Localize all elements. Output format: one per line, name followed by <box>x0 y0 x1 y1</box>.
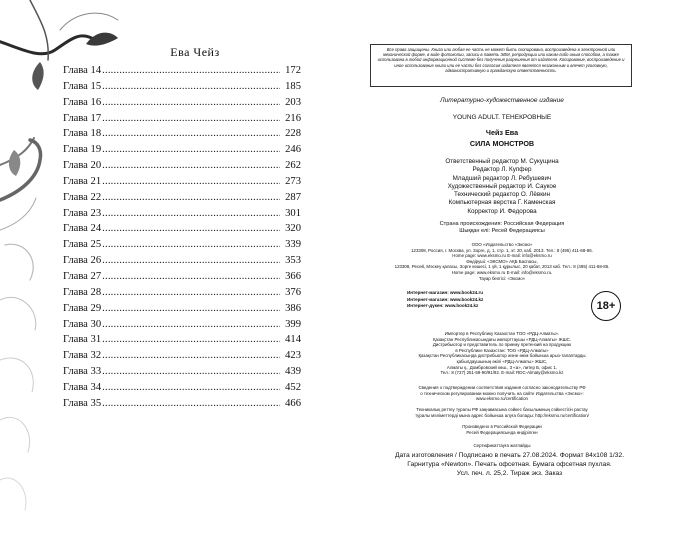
online-shops <box>407 290 587 310</box>
text-line: Импортер в Республику Казахстан ТОО «РДЦ-Алматы». <box>444 331 560 336</box>
technical-regulation-info <box>367 407 637 418</box>
toc-dot-leader <box>102 97 280 108</box>
toc-chapter-label: Глава 29 <box>63 302 102 314</box>
toc-entry <box>63 223 301 239</box>
toc-dot-leader <box>102 208 280 219</box>
text-line: Техникалық реттеу туралы РФ заңнамасына сәйкес басылымның сәйкестігін растау <box>416 407 588 412</box>
toc-page-number: 203 <box>285 96 301 108</box>
toc-page-number: 452 <box>285 381 301 393</box>
toc-entry <box>63 113 301 129</box>
toc-chapter-label: Глава 27 <box>63 270 102 282</box>
toc-dot-leader <box>102 176 280 187</box>
table-of-contents <box>63 65 301 414</box>
toc-dot-leader <box>102 160 280 171</box>
toc-chapter-label: Глава 15 <box>63 80 102 92</box>
text-line: Ресей Федерациясында өндірілген <box>466 429 538 435</box>
toc-dot-leader <box>102 271 280 282</box>
toc-dot-leader <box>102 192 280 203</box>
toc-dot-leader <box>102 382 280 393</box>
copyright-notice: Все права защищены. Книга или любая ее часть не может быть скопирована, воспроизведена в электронной или механической форме, в виде фотокопии, записи в память ЭВМ, репродукции или каким-либо иным способом, а также использована в любой информационной системе без получения разрешения от издателя. Копирование, воспроизведение и иное использование книги или ее части без согласия издателя является незаконным и влечет уголовную, административную и гражданскую ответственность. <box>370 44 632 87</box>
toc-chapter-label: Глава 18 <box>63 128 102 140</box>
toc-chapter-label: Глава 35 <box>63 397 102 409</box>
toc-chapter-label: Глава 22 <box>63 191 102 203</box>
toc-page-number: 216 <box>285 112 301 124</box>
toc-page-number: 353 <box>285 255 301 267</box>
importer-info <box>367 331 637 376</box>
toc-page-number: 287 <box>285 191 301 203</box>
toc-chapter-label: Глава 25 <box>63 239 102 251</box>
text-line: Редактор Л. Купфер <box>472 166 532 174</box>
toc-entry <box>63 208 301 224</box>
toc-dot-leader <box>102 113 280 124</box>
text-line: Тел.: 8 (727) 251-59-90/91/92. E-mail: RDC-Almaty@eksmo.kz <box>440 370 564 376</box>
toc-dot-leader <box>102 366 280 377</box>
text-line: 123308, Россия, г. Москва, ул. Зорге, д. 1, стр. 1, эт. 20, каб. 2013. Тел.: 8 (495) 411-68-86. <box>411 247 593 253</box>
toc-chapter-label: Глава 28 <box>63 286 102 298</box>
toc-dot-leader <box>102 398 280 409</box>
toc-dot-leader <box>102 81 280 92</box>
toc-entry <box>63 271 301 287</box>
text-line: Произведено в Российской Федерации <box>462 424 542 429</box>
country-of-origin <box>367 221 637 235</box>
toc-dot-leader <box>102 223 280 234</box>
edition-type: Литературно-художественное издание <box>440 97 564 104</box>
toc-chapter-label: Глава 23 <box>63 207 102 219</box>
text-line: www.eksmo.ru/certification <box>476 396 528 402</box>
toc-chapter-label: Глава 30 <box>63 318 102 330</box>
toc-dot-leader <box>102 255 280 266</box>
text-line: Корректор И. Федорова <box>467 207 537 215</box>
toc-chapter-label: Глава 33 <box>63 366 102 378</box>
made-in-info <box>367 424 637 435</box>
toc-entry <box>63 350 301 366</box>
toc-page-number: 414 <box>285 334 301 346</box>
toc-entry <box>63 319 301 335</box>
toc-chapter-label: Глава 34 <box>63 381 102 393</box>
toc-page-number: 423 <box>285 350 301 362</box>
text-line: Тауар белгісі: «Эксмо» <box>478 275 526 281</box>
text-line: Қазақстан Республикасында дистрибьютор және өнім бойынша арыз-талаптарды <box>418 353 586 359</box>
text-line: Дата изготовления / Подписано в печать 27.08.2024. Формат 84х108 1/32. <box>394 452 625 459</box>
text-line: Компьютерная верстка Г. Каменская <box>448 199 556 207</box>
toc-page-number: 386 <box>285 302 301 314</box>
toc-chapter-label: Глава 32 <box>63 350 102 362</box>
toc-page-number: 273 <box>285 175 301 187</box>
toc-dot-leader <box>102 334 280 345</box>
text-line: в Республике Казахстан: ТОО «РДЦ-Алматы» <box>455 347 549 353</box>
toc-dot-leader <box>102 65 280 76</box>
toc-page-number: 376 <box>285 286 301 298</box>
text-line: Страна происхождения: Российская Федерация <box>439 221 565 227</box>
toc-entry <box>63 176 301 192</box>
text-line: Шыққан елі: Ресей Федерациясы <box>459 228 545 234</box>
text-line: Home page: www.eksmo.ru E-mail: info@eksmo.ru. <box>451 269 553 275</box>
text-line: Өндіруші: «ЭКСМО» АҚБ Баспасы, <box>466 258 538 264</box>
text-line: ООО «Издательство «Эксмо» <box>471 242 533 247</box>
toc-chapter-label: Глава 21 <box>63 175 102 187</box>
toc-chapter-label: Глава 14 <box>63 65 102 76</box>
toc-dot-leader <box>102 144 280 155</box>
text-line: 123308, Ресей, Мәскеу қаласы, Зорге көшесі, 1 үй, 1 құрылыс, 20 қабат, 2013 каб. Тел.: 8 (495) 411-68-86. <box>394 264 610 270</box>
toc-dot-leader <box>102 350 280 361</box>
toc-entry <box>63 255 301 271</box>
toc-page-number: 320 <box>285 223 301 235</box>
toc-dot-leader <box>102 319 280 330</box>
toc-chapter-label: Глава 16 <box>63 96 102 108</box>
book-title: СИЛА МОНСТРОВ <box>469 139 535 148</box>
toc-entry <box>63 144 301 160</box>
toc-page-number: 228 <box>285 128 301 140</box>
toc-entry <box>63 366 301 382</box>
toc-entry <box>63 287 301 303</box>
toc-page-number: 185 <box>285 80 301 92</box>
toc-entry <box>63 97 301 113</box>
right-page <box>337 0 674 544</box>
text-line: Интернет-дүкен: www.book24.kz <box>407 303 479 308</box>
toc-page-number: 439 <box>285 366 301 378</box>
toc-chapter-label: Глава 17 <box>63 112 102 124</box>
toc-dot-leader <box>102 303 280 314</box>
text-line: Ответственный редактор М. Сукущина <box>445 158 559 165</box>
text-line: Интернет-магазин: www.book24.kz <box>407 296 484 302</box>
toc-page-number: 262 <box>285 160 301 172</box>
text-line: Сведения о подтверждении соответствия издания согласно законодательству РФ <box>418 385 586 390</box>
toc-page-number: 466 <box>285 397 301 409</box>
toc-entry <box>63 160 301 176</box>
toc-dot-leader <box>102 287 280 298</box>
text-line: Home page: www.eksmo.ru E-mail: info@eksmo.ru <box>452 253 552 259</box>
toc-entry <box>63 65 301 81</box>
text-line: қабылдаушының өкілі «РДЦ-Алматы» ЖШС, <box>456 358 548 364</box>
toc-chapter-label: Глава 31 <box>63 334 102 346</box>
editorial-credits <box>367 158 637 216</box>
text-line: Гарнитура «Newton». Печать офсетная. Бумага офсетная пухлая. <box>407 460 612 468</box>
toc-chapter-label: Глава 19 <box>63 144 102 156</box>
toc-chapter-label: Глава 26 <box>63 255 102 267</box>
toc-entry <box>63 334 301 350</box>
text-line: Қазақстан Республикасындағы импорттаушы «РДЦ-Алматы» ЖШС. <box>432 336 572 342</box>
text-line: туралы мәліметтерді мына адрес бойынша алуға болады: http://eksmo.ru/certification/ <box>415 412 589 418</box>
toc-dot-leader <box>102 239 280 250</box>
text-line: Художественный редактор И. Саукое <box>447 182 557 190</box>
series-name: YOUNG ADULT. ТЕНЕКРОВНЫЕ <box>452 114 552 121</box>
toc-entry <box>63 128 301 144</box>
text-line: Интернет-магазин: www.book24.ru <box>407 290 484 295</box>
toc-chapter-label: Глава 20 <box>63 160 102 172</box>
toc-entry <box>63 303 301 319</box>
toc-entry <box>63 192 301 208</box>
toc-chapter-label: Глава 24 <box>63 223 102 235</box>
text-line: Алматы қ., Домбровский көш., 3 «а», литер Б, офис 1. <box>446 364 558 370</box>
toc-page-number: 246 <box>285 144 301 156</box>
imprint-author: Чейз Ева <box>485 128 519 137</box>
text-line: Младший редактор Л. Ребушевич <box>452 174 552 182</box>
book-author: Ева Чейз <box>170 45 220 59</box>
toc-page-number: 172 <box>285 65 301 76</box>
toc-page-number: 366 <box>285 270 301 282</box>
toc-dot-leader <box>102 128 280 139</box>
toc-entry <box>63 81 301 97</box>
toc-page-number: 339 <box>285 239 301 251</box>
toc-entry <box>63 239 301 255</box>
toc-page-number: 399 <box>285 318 301 330</box>
publisher-info <box>367 242 637 281</box>
certification-kz: Сертификаттауға жатпайды <box>473 443 531 448</box>
text-line: Усл. печ. л. 25,2. Тираж экз. Заказ <box>456 469 563 477</box>
toc-entry <box>63 398 301 414</box>
toc-page-number: 301 <box>285 207 301 219</box>
text-line: Технический редактор О. Лёвкин <box>453 191 551 199</box>
print-details <box>362 452 657 478</box>
text-line: о техническом регулировании можно получить на сайте Издательства «Эксмо»: <box>420 390 584 396</box>
toc-entry <box>63 382 301 398</box>
text-line: Дистрибьютор и представитель по приему претензий на продукцию <box>432 342 572 348</box>
age-rating-badge: 18+ <box>591 291 621 321</box>
certification-info <box>367 385 637 402</box>
